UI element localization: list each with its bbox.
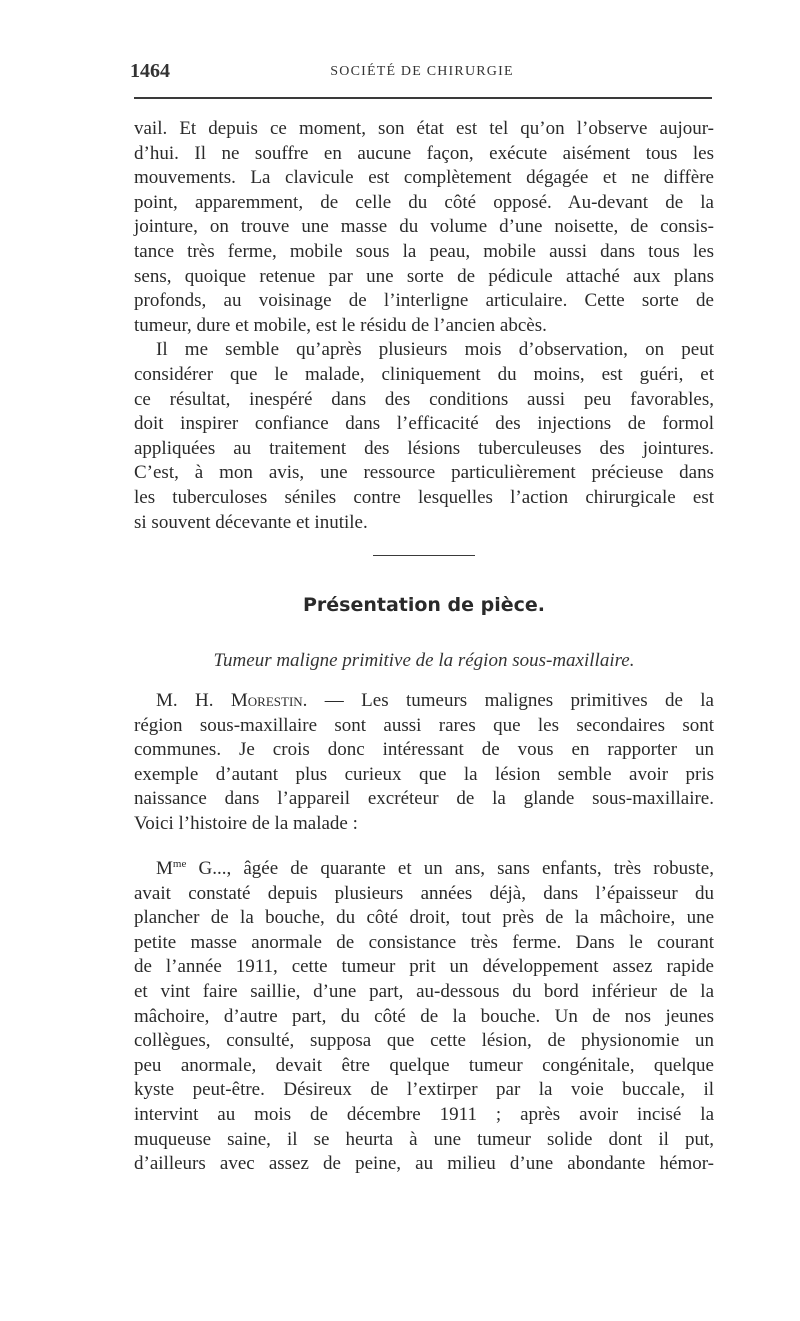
text-line: petite masse anormale de consistance très ferme. Dans le courant bbox=[134, 931, 714, 953]
page-header bbox=[130, 58, 714, 88]
text-line: jointure, on trouve une masse du volume d’une noisette, de consis- bbox=[134, 216, 714, 238]
paragraph-case bbox=[134, 857, 714, 1177]
text-line: C’est, à mon avis, une ressource particulièrement précieuse dans bbox=[134, 462, 714, 484]
text-line: tumeur, dure et mobile, est le résidu de l’ancien abcès. bbox=[134, 314, 547, 336]
text-line: si souvent décevante et inutile. bbox=[134, 511, 368, 533]
title-m: M bbox=[156, 858, 173, 879]
text-line: muqueuse saine, il se heurta à une tumeur solide dont il put, bbox=[134, 1128, 714, 1150]
paragraph-morestin bbox=[134, 689, 714, 837]
text-line: naissance dans l’appareil excréteur de la glande sous-maxillaire. bbox=[134, 788, 714, 810]
text-line: ce résultat, inespéré dans des conditions aussi peu favorables, bbox=[134, 388, 714, 410]
author-name: Morestin. bbox=[230, 690, 308, 711]
text-line: point, apparemment, de celle du côté opposé. Au-devant de la bbox=[134, 191, 714, 213]
text-line: peu anormale, devait être quelque tumeur congénitale, quelque bbox=[134, 1054, 714, 1076]
title-superscript: me bbox=[172, 858, 187, 870]
section-title: Présentation de pièce. bbox=[302, 594, 546, 616]
text-line: vail. Et depuis ce moment, son état est tel qu’on l’observe aujour- bbox=[134, 118, 714, 139]
page-number: 1464 bbox=[130, 60, 170, 82]
text-line bbox=[134, 857, 714, 882]
text-line: plancher de la bouche, du côté droit, tout près de la mâchoire, une bbox=[134, 907, 714, 929]
text-line: exemple d’autant plus curieux que la lésion semble avoir pris bbox=[134, 763, 714, 785]
text-line: Voici l’histoire de la malade : bbox=[134, 812, 358, 834]
text-line: d’hui. Il ne souffre en aucune façon, exécute aisément tous les bbox=[134, 142, 714, 164]
text-line: intervint au mois de décembre 1911 ; après avoir incisé la bbox=[134, 1103, 714, 1125]
text-line: de l’année 1911, cette tumeur prit un développement assez rapide bbox=[134, 956, 714, 978]
header-rule bbox=[134, 97, 712, 99]
section-separator bbox=[373, 555, 475, 556]
text-line: mâchoire, d’autre part, du côté de la bouche. Un de nos jeunes bbox=[134, 1005, 714, 1027]
text-line: communes. Je crois donc intéressant de vous en rapporter un bbox=[134, 739, 714, 761]
text-line: Il me semble qu’après plusieurs mois d’observation, on peut bbox=[156, 339, 714, 361]
text-line: région sous-maxillaire sont aussi rares que les secondaires sont bbox=[134, 714, 714, 736]
running-title: SOCIÉTÉ DE CHIRURGIE bbox=[330, 64, 514, 79]
text-line: kyste peut-être. Désireux de l’extirper par la voie buccale, il bbox=[134, 1079, 714, 1101]
text-line: doit inspirer confiance dans l’efficacité des injections de formol bbox=[134, 413, 714, 435]
text-line: mouvements. La clavicule est complètement dégagée et ne diffère bbox=[134, 167, 714, 189]
text-line: appliquées au traitement des lésions tuberculeuses des jointures. bbox=[134, 437, 714, 459]
text-line: tance très ferme, mobile sous la peau, mobile aussi dans tous les bbox=[134, 240, 714, 262]
section-subtitle: Tumeur maligne primitive de la région sous-maxillaire. bbox=[213, 650, 635, 671]
text-line: avait constaté depuis plusieurs années déjà, dans l’épaisseur du bbox=[134, 882, 714, 904]
text-fragment: — Les tumeurs malignes primitives de la bbox=[307, 690, 714, 711]
author-prefix: M. H. bbox=[156, 690, 231, 711]
text-line bbox=[134, 689, 714, 714]
text-line: d’ailleurs avec assez de peine, au milieu d’une abondante hémor- bbox=[134, 1153, 714, 1175]
text-fragment: G..., âgée de quarante et un ans, sans enfants, très robuste, bbox=[186, 858, 714, 879]
text-line: collègues, consulté, supposa que cette lésion, de physionomie un bbox=[134, 1030, 714, 1052]
text-line: et vint faire saillie, d’une part, au-dessous du bord inférieur de la bbox=[134, 980, 714, 1002]
text-line: sens, quoique retenue par une sorte de pédicule attaché aux plans bbox=[134, 265, 714, 287]
paragraph-continuation bbox=[134, 117, 714, 535]
text-line: considérer que le malade, cliniquement du moins, est guéri, et bbox=[134, 363, 714, 385]
text-line: les tuberculoses séniles contre lesquelles l’action chirurgicale est bbox=[134, 486, 714, 508]
text-line: profonds, au voisinage de l’interligne articulaire. Cette sorte de bbox=[134, 290, 714, 312]
